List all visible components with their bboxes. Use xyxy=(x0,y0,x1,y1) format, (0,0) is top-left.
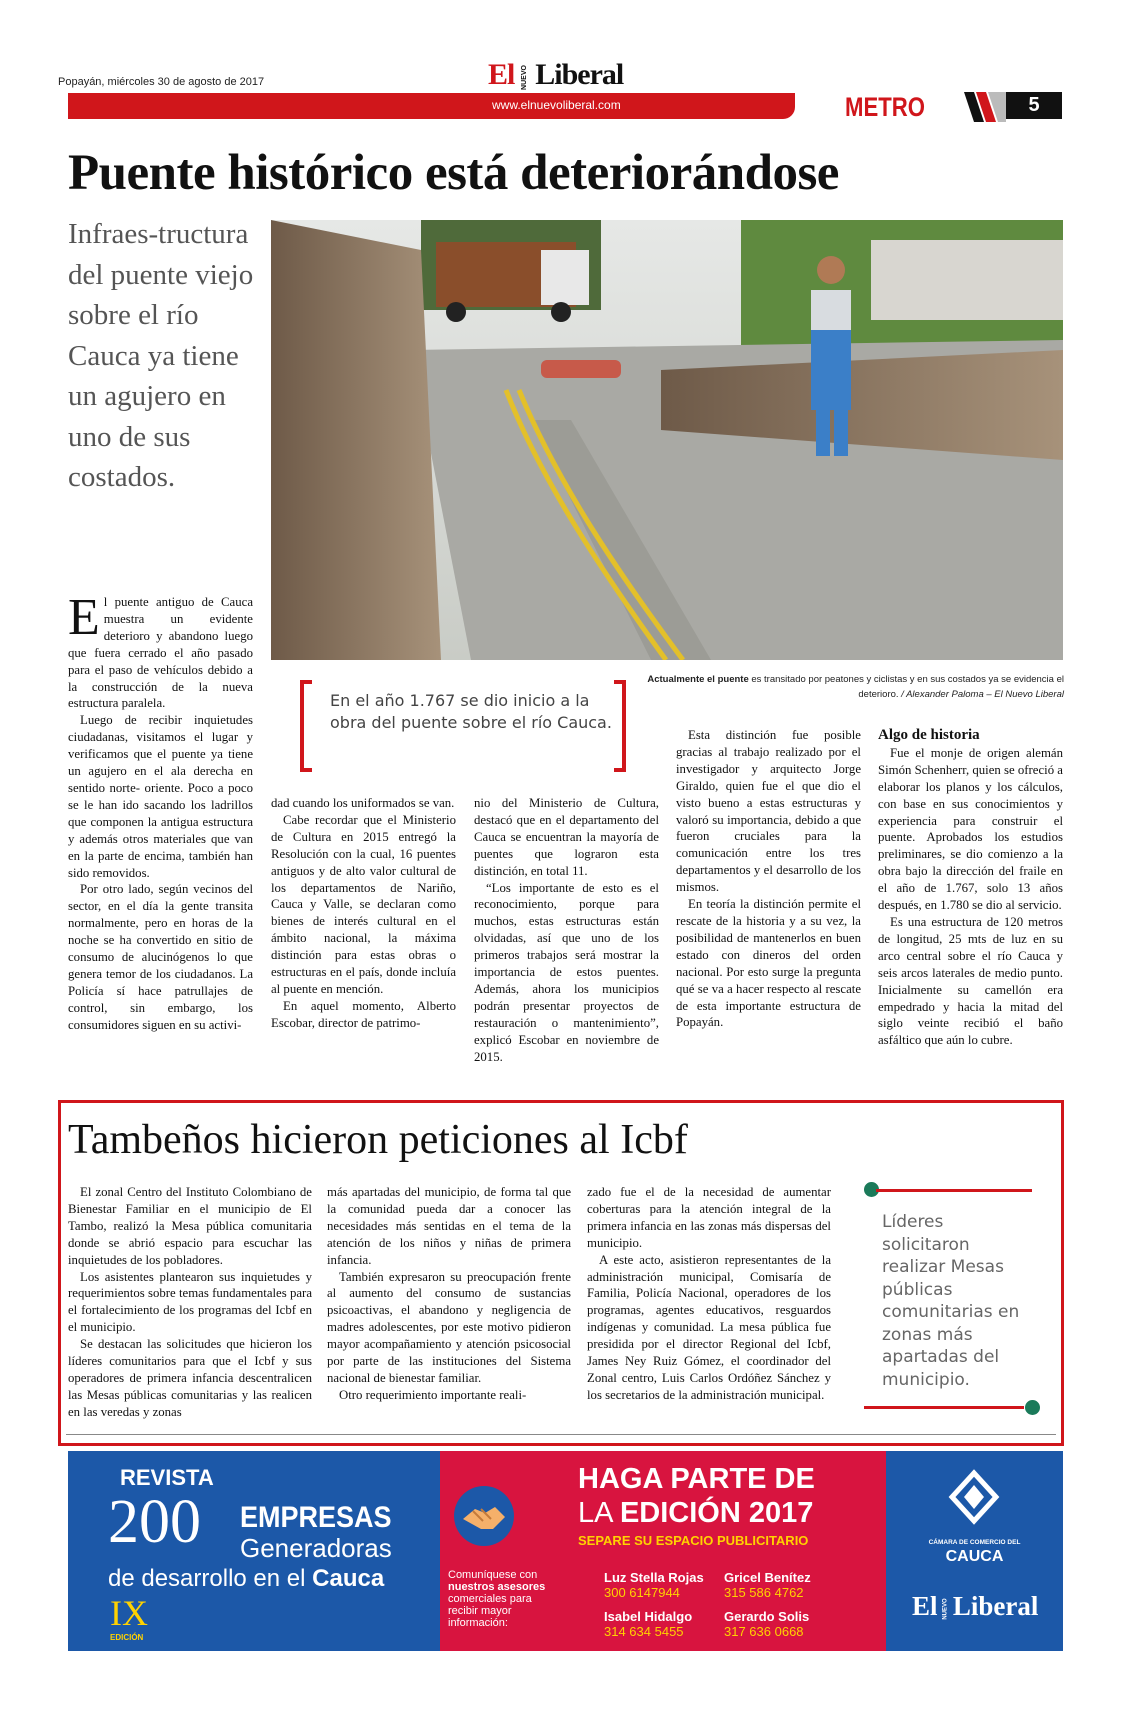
ad-separe: SEPARE SU ESPACIO PUBLICITARIO xyxy=(578,1533,809,1548)
headline: Puente histórico está deteriorándose xyxy=(68,145,839,201)
ad-comuniquese: Comuníquese con nuestros asesores comerciales para recibir mayor información: xyxy=(448,1569,546,1629)
story1-column-2: dad cuando los uniformados se van. Cabe recordar que el Ministerio de Cultura en 2015 entregó la Resolución con la cual, 16 puentes antiguos y de alto valor cultural de los departamentos de Nariño, Cauca y Valle, se declaran como bienes de interés cultural en el ámbito nacional, la máxima distinción para estas obras o estructuras en el país, donde incluía al puente en mención. En aquel momento, Alberto Escobar, director de patrimo- xyxy=(271,796,456,1030)
ad-edition-label: EDICIÓN xyxy=(110,1633,144,1642)
subheading-history: Algo de historia xyxy=(878,727,980,743)
ad-generadoras: Generadoras xyxy=(240,1533,392,1563)
header-red-bar xyxy=(68,93,795,119)
logo-liberal: Liberal xyxy=(535,58,624,91)
sidebar-quote: Líderes solicitaron realizar Mesas públicas comunitarias en zonas más apartadas del municipio. xyxy=(882,1212,1020,1390)
story2-column-3: zado fue el de la necesidad de aumentar coberturas para la atención integral de la primera infancia en las zonas más dispersas del municipio. A este acto, asistieron representantes de la administración municipal, Comisaría de Familia, Policía Nacional, operadores de los programas, agentes educativos, resguardos indígenas y comunidad. La mesa pública fue presidida por el director Regional del Icbf, James Ney Ruiz Gómez, el coordinador del Zonal centro, Luis Carlos Ordóñez Sánchez y los secretarios de la administración municipal. xyxy=(587,1185,831,1402)
advertisement[interactable] xyxy=(68,1451,1063,1651)
photo-caption: Actualmente el puente es transitado por peatones y ciclistas y en sus costados ya se evidencia el deterioro. / Alexander Paloma – El Nuevo Liberal xyxy=(647,674,1064,700)
story1-column-4: Esta distinción fue posible gracias al trabajo realizado por el investigador y arquitecto Jorge Giraldo, quien fue el que dio el visto bueno a estas estructuras y valoró su importancia, debido a que fueron cruciales para la comunicación entre los tres departamentos y el desarrollo de los mismos. En teoría la distinción permite el rescate de la historia y a su vez, la posibilidad de mantenerlos en buen estado con dineros del orden nacional. Por esto surge la pregunta qué se va a hacer respecto al rescate de esta importante estructura de Popayán. xyxy=(676,728,861,1030)
ad-camara-big: CAUCA xyxy=(945,1548,1004,1565)
story1-column-3: nio del Ministerio de Cultura, destacó que en el departamento del Cauca se encuentran la mayoría de puentes que lograron esta distinción, en total 11. “Los importante de esto es el reconocimiento, porque para muchos, estas estructuras están olvidadas, así que uno de los primeros trabajos será mostrar la importancia de estos puentes. Además, ahora los municipios podrán presentar proyectos de restauración o mantenimiento”, explicó Escobar en noviembre de 2015. xyxy=(474,796,659,1064)
ad-number-200: 200 xyxy=(108,1488,201,1556)
quote-dot-bottom xyxy=(1025,1400,1040,1415)
ad-haga-line1: HAGA PARTE DE xyxy=(578,1463,815,1495)
logo-nuevo: NUEVO xyxy=(521,64,529,90)
pullquote-text: En el año 1.767 se dio inicio a la obra del puente sobre el río Cauca. xyxy=(330,691,612,732)
story1-column-5: Algo de historia Fue el monje de origen alemán Simón Schenherr, quien se ofreció a elaborar los planos y los cálculos, con base en sus conocimientos y experiencia para construir el puente. Aprobados los estudios preliminares, se dio comienzo a la obra bajo la dirección del fraile en el año de 1.767, solo 13 años después, en 1.780 se dio al servicio. Es una estructura de 120 metros de longitud, 25 mts de luz en su arco central sobre el río Cauca y seis arcos laterales de medio punto. Inicialmente su camellón era empedrado y hacia la mitad del siglo veinte recibió el baño asfáltico que aún lo cubre. xyxy=(878,727,1063,1048)
dateline: Popayán, miércoles 30 de agosto de 2017 xyxy=(58,76,265,88)
logo-el: El xyxy=(488,58,515,91)
ad-empresas: EMPRESAS xyxy=(240,1501,392,1534)
ad-edition-number: IX xyxy=(110,1593,148,1633)
ad-contact-3[interactable]: Isabel Hidalgo 314 634 5455 xyxy=(604,1609,693,1639)
section-slash-icon xyxy=(960,92,1006,122)
ad-camara-small: CÁMARA DE COMERCIO DEL xyxy=(928,1539,1021,1546)
drop-cap: E xyxy=(68,589,100,646)
story2-column-2: más apartadas del municipio, de forma tal que la comunidad pueda dar a conocer las necesidades más sentidas en el tema de la atención de los niños y niñas de primera infancia. También expresaron su preocupación frente al aumento del consumo de sustancias psicoactivas, el abandono y negligencia de madres adolescentes, por este motivo pidieron mayor acompañamiento y atención psicosocial por parte de las instituciones del Sistema nacional de bienestar familiar. Otro requerimiento importante reali- xyxy=(327,1185,571,1402)
deck: Infraes-tructura del puente viejo sobre el río Cauca ya tiene un agujero en uno de sus costados. xyxy=(68,218,254,493)
quote-rule-top xyxy=(876,1189,1032,1192)
ad-logo: El NUEVO Liberal xyxy=(912,1591,1039,1621)
page-number: 5 xyxy=(1006,92,1062,119)
ad-revista: REVISTA xyxy=(120,1465,214,1490)
ad-contact-4[interactable]: Gerardo Solis 317 636 0668 xyxy=(724,1609,810,1639)
ad-haga-line2: LA EDICIÓN 2017 xyxy=(578,1497,814,1529)
box-bottom-rule xyxy=(66,1434,1056,1435)
bridge-photo xyxy=(271,220,1063,660)
story2-headline: Tambeños hicieron peticiones al Icbf xyxy=(68,1117,688,1163)
ad-left-panel xyxy=(68,1451,440,1651)
handshake-icon xyxy=(453,1485,515,1547)
story1-column-1: El puente antiguo de Cauca muestra un evidente deterioro y abandono luego que fuera cerrado el año pasado para el paso de vehículos debido a la construcción de la nueva estructura paralela. Luego de recibir inquietudes ciudadanas, visitamos el lugar y verificamos que el puente ya tiene un agujero en el ala derecha en sentido norte- oriente. Poco a poco se le han ido sacando los ladrillos que componen la antigua estructura y además otros materiales que van en la parte de encima, también han sido removidos. Por otro lado, según vecinos del sector, en el día la gente transita normalmente, pero en horas de la noche se ha convertido en sitio de consumo de alucinógenos lo que genera temor de los ciudadanos. La Policía sí hace patrullajes de control, sin embargo, los consumidores siguen en su activi- xyxy=(68,589,253,1032)
ad-contact-1[interactable]: Luz Stella Rojas 300 6147944 xyxy=(604,1570,704,1600)
ad-desarrollo: de desarrollo en el Cauca xyxy=(108,1565,385,1592)
ad-right-panel xyxy=(886,1451,1063,1651)
camara-comercio-logo-icon xyxy=(944,1469,1004,1529)
story2-column-1: El zonal Centro del Instituto Colombiano de Bienestar Familiar en el municipio de El Tambo, realizó la Mesa pública comunitaria donde se abrió espacio para escuchar las inquietudes de los pobladores. Los asistentes plantearon sus inquietudes y requerimientos sobre temas fundamentales para el fortalecimiento de los programas del Icbf en el municipio. Se destacan las solicitudes que hicieron los líderes comunitarios para que el Icbf y sus operadores de primera infancia descentralicen las Mesas públicas comunitarias y las realicen en las veredas y zonas xyxy=(68,1185,312,1419)
masthead-logo[interactable] xyxy=(488,58,623,92)
quote-rule-bottom xyxy=(864,1406,1024,1409)
section-label: METRO xyxy=(845,92,925,122)
ad-contact-2[interactable]: Gricel Benítez 315 586 4762 xyxy=(724,1570,811,1600)
site-url[interactable]: www.elnuevoliberal.com xyxy=(492,98,621,112)
